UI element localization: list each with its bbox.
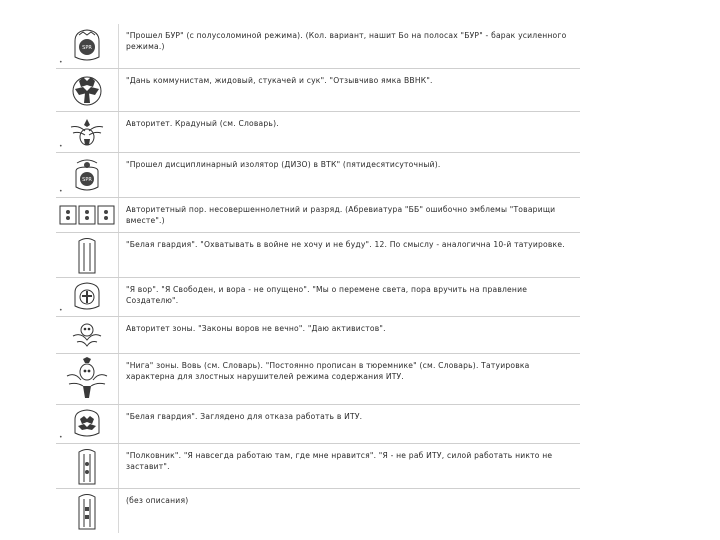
table-row: [56, 354, 580, 405]
image-cell: [56, 354, 119, 404]
table-row: [56, 444, 580, 489]
row-description: "Полковник". "Я навсегда работаю там, где мне нравится". "Я - не раб ИТУ, силой работать никто не заставит".: [126, 451, 553, 471]
epaulette-icon: [76, 446, 98, 486]
winged-skull-crest-icon: [65, 356, 109, 402]
row-description: "Белая гвардия". "Охватывать в войне не хочу и не буду". 12. По смыслу - аналогична 10-й татуировке.: [126, 240, 565, 249]
table-row: [56, 112, 580, 153]
row-description: Авторитет. Крадуный (см. Словарь).: [126, 119, 279, 128]
row-description: "Белая гвардия". Заглядено для отказа работать в ИТУ.: [126, 412, 363, 421]
winged-emblem-icon: [67, 115, 107, 149]
image-cell: •: [56, 278, 119, 316]
table-row: [56, 278, 580, 317]
document-table: [56, 24, 580, 533]
image-cell: [56, 198, 119, 232]
image-cell: •: [56, 405, 119, 443]
image-cell: • SPR: [56, 153, 119, 197]
skull-wings-icon: [69, 318, 105, 352]
svg-text:SPR: SPR: [82, 45, 92, 51]
table-row: [56, 198, 580, 233]
table-row: [56, 153, 580, 198]
shoulder-marks-icon: [58, 202, 116, 228]
image-cell: [56, 444, 119, 488]
table-row: [56, 405, 580, 444]
row-description: "Нига" зоны. Вовь (см. Словарь). "Постоянно прописан в тюремнике" (см. Словарь). Татуировка характерна для злостных нарушителей режима содержания ИТУ.: [126, 361, 530, 381]
image-cell: [56, 317, 119, 353]
table-row: [56, 317, 580, 354]
row-description: "Дань коммунистам, жидовый, стукачей и сук". "Отзывчиво ямка ВВНК".: [126, 76, 433, 85]
eagle-badge-icon: [71, 407, 103, 441]
row-description: (без описания): [126, 496, 189, 505]
cross-badge-icon: [71, 280, 103, 314]
spr-badge-icon: [71, 155, 103, 195]
table-row: [56, 69, 580, 112]
epaulette-icon: [76, 491, 98, 531]
row-description: Авторитет зоны. "Законы воров не вечно". "Даю активистов".: [126, 324, 386, 333]
table-row: [56, 233, 580, 278]
image-cell: •: [56, 112, 119, 152]
epaulette-icon: [76, 235, 98, 275]
image-cell: [56, 69, 119, 111]
row-description: "Я вор". "Я Свободен, и вора - не опущено". "Мы о перемене света, пора вручить на правление Создателю".: [126, 285, 528, 305]
table-row: [56, 489, 580, 533]
row-description: "Прошел БУР" (с полусоломиной режима). (Кол. вариант, нашит Бо на полосах "БУР" - барак усиленного режима.): [126, 31, 567, 51]
table-row: [56, 24, 580, 69]
spr-badge-icon: [70, 27, 104, 65]
image-cell: • SPR: [56, 24, 119, 68]
row-description: Авторитетный пор. несовершеннолетний и разряд. (Абревиатура "ББ" ошибочно эмблемы "Товарищи вместе".): [126, 205, 556, 225]
double-headed-eagle-icon: [69, 71, 105, 109]
image-cell: [56, 233, 119, 277]
row-description: "Прошел дисциплинарный изолятор (ДИЗО) в ВТК" (пятидесятисуточный).: [126, 160, 441, 169]
image-cell: [56, 489, 119, 533]
svg-text:SPR: SPR: [82, 177, 92, 183]
